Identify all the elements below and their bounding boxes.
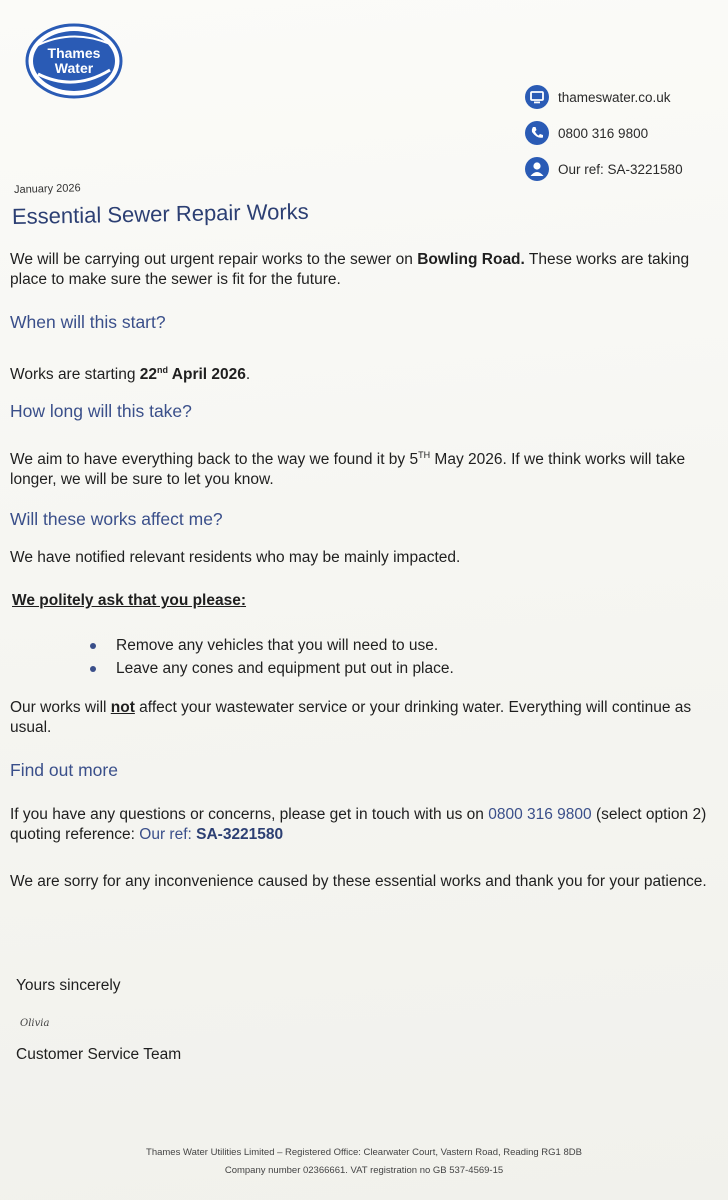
list-item: Remove any vehicles that you will need to use. <box>90 634 454 657</box>
contact-phone[interactable] <box>524 120 724 146</box>
letter-title: Essential Sewer Repair Works <box>11 198 309 229</box>
intro-paragraph: We will be carrying out urgent repair works to the sewer on Bowling Road. These works are taking place to make sure the sewer is fit for the future. <box>10 251 690 288</box>
logo-line2: Water <box>54 60 94 76</box>
phone-text: 0800 316 9800 <box>558 125 649 141</box>
heading-start: When will this start? <box>10 312 166 332</box>
footer-company-number: Company number 02366661. VAT registration no GB 537-4569-15 <box>224 1165 504 1176</box>
team-name: Customer Service Team <box>16 1046 182 1063</box>
start-paragraph: Works are starting 22nd April 2026. <box>10 365 251 384</box>
request-list <box>90 634 454 680</box>
apology-paragraph: We are sorry for any inconvenience caused by these essential works and thank you for your patience. <box>10 873 707 890</box>
phone-link[interactable]: 0800 316 9800 <box>488 806 592 823</box>
bullet-icon <box>90 643 96 649</box>
monitor-icon <box>524 84 550 110</box>
letter-date: January 2026 <box>13 182 81 196</box>
heading-duration: How long will this take? <box>10 401 192 421</box>
phone-icon <box>524 120 550 146</box>
contact-block <box>524 84 724 192</box>
bullet-icon <box>90 666 96 672</box>
request-heading: We politely ask that you please: <box>12 592 247 609</box>
contact-paragraph: If you have any questions or concerns, please get in touch with us on 0800 316 9800 (select option 2) quoting reference: Our ref: SA-3221580 <box>10 806 707 843</box>
person-icon <box>524 156 550 182</box>
contact-reference <box>524 156 724 182</box>
reference-text: Our ref: SA-3221580 <box>558 161 683 177</box>
thames-water-logo <box>24 22 124 100</box>
closing: Yours sincerely <box>16 977 121 994</box>
website-text: thameswater.co.uk <box>558 89 671 105</box>
duration-paragraph: We aim to have everything back to the way we found it by 5TH May 2026. If we think works will take longer, we will be sure to let you know. <box>10 450 686 489</box>
logo-line1: Thames <box>47 45 101 61</box>
affect-paragraph: We have notified relevant residents who may be mainly impacted. <box>10 549 461 566</box>
heading-find-out-more: Find out more <box>10 760 118 780</box>
signature: Olivia <box>20 1018 50 1029</box>
service-paragraph: Our works will not affect your wastewater service or your drinking water. Everything will continue as usual. <box>10 699 692 736</box>
list-item: Leave any cones and equipment put out in place. <box>90 657 454 680</box>
heading-affect: Will these works affect me? <box>10 509 223 529</box>
contact-website[interactable] <box>524 84 724 110</box>
footer-registered-office: Thames Water Utilities Limited – Registered Office: Clearwater Court, Vastern Road, Reading RG1 8DB <box>146 1147 582 1158</box>
